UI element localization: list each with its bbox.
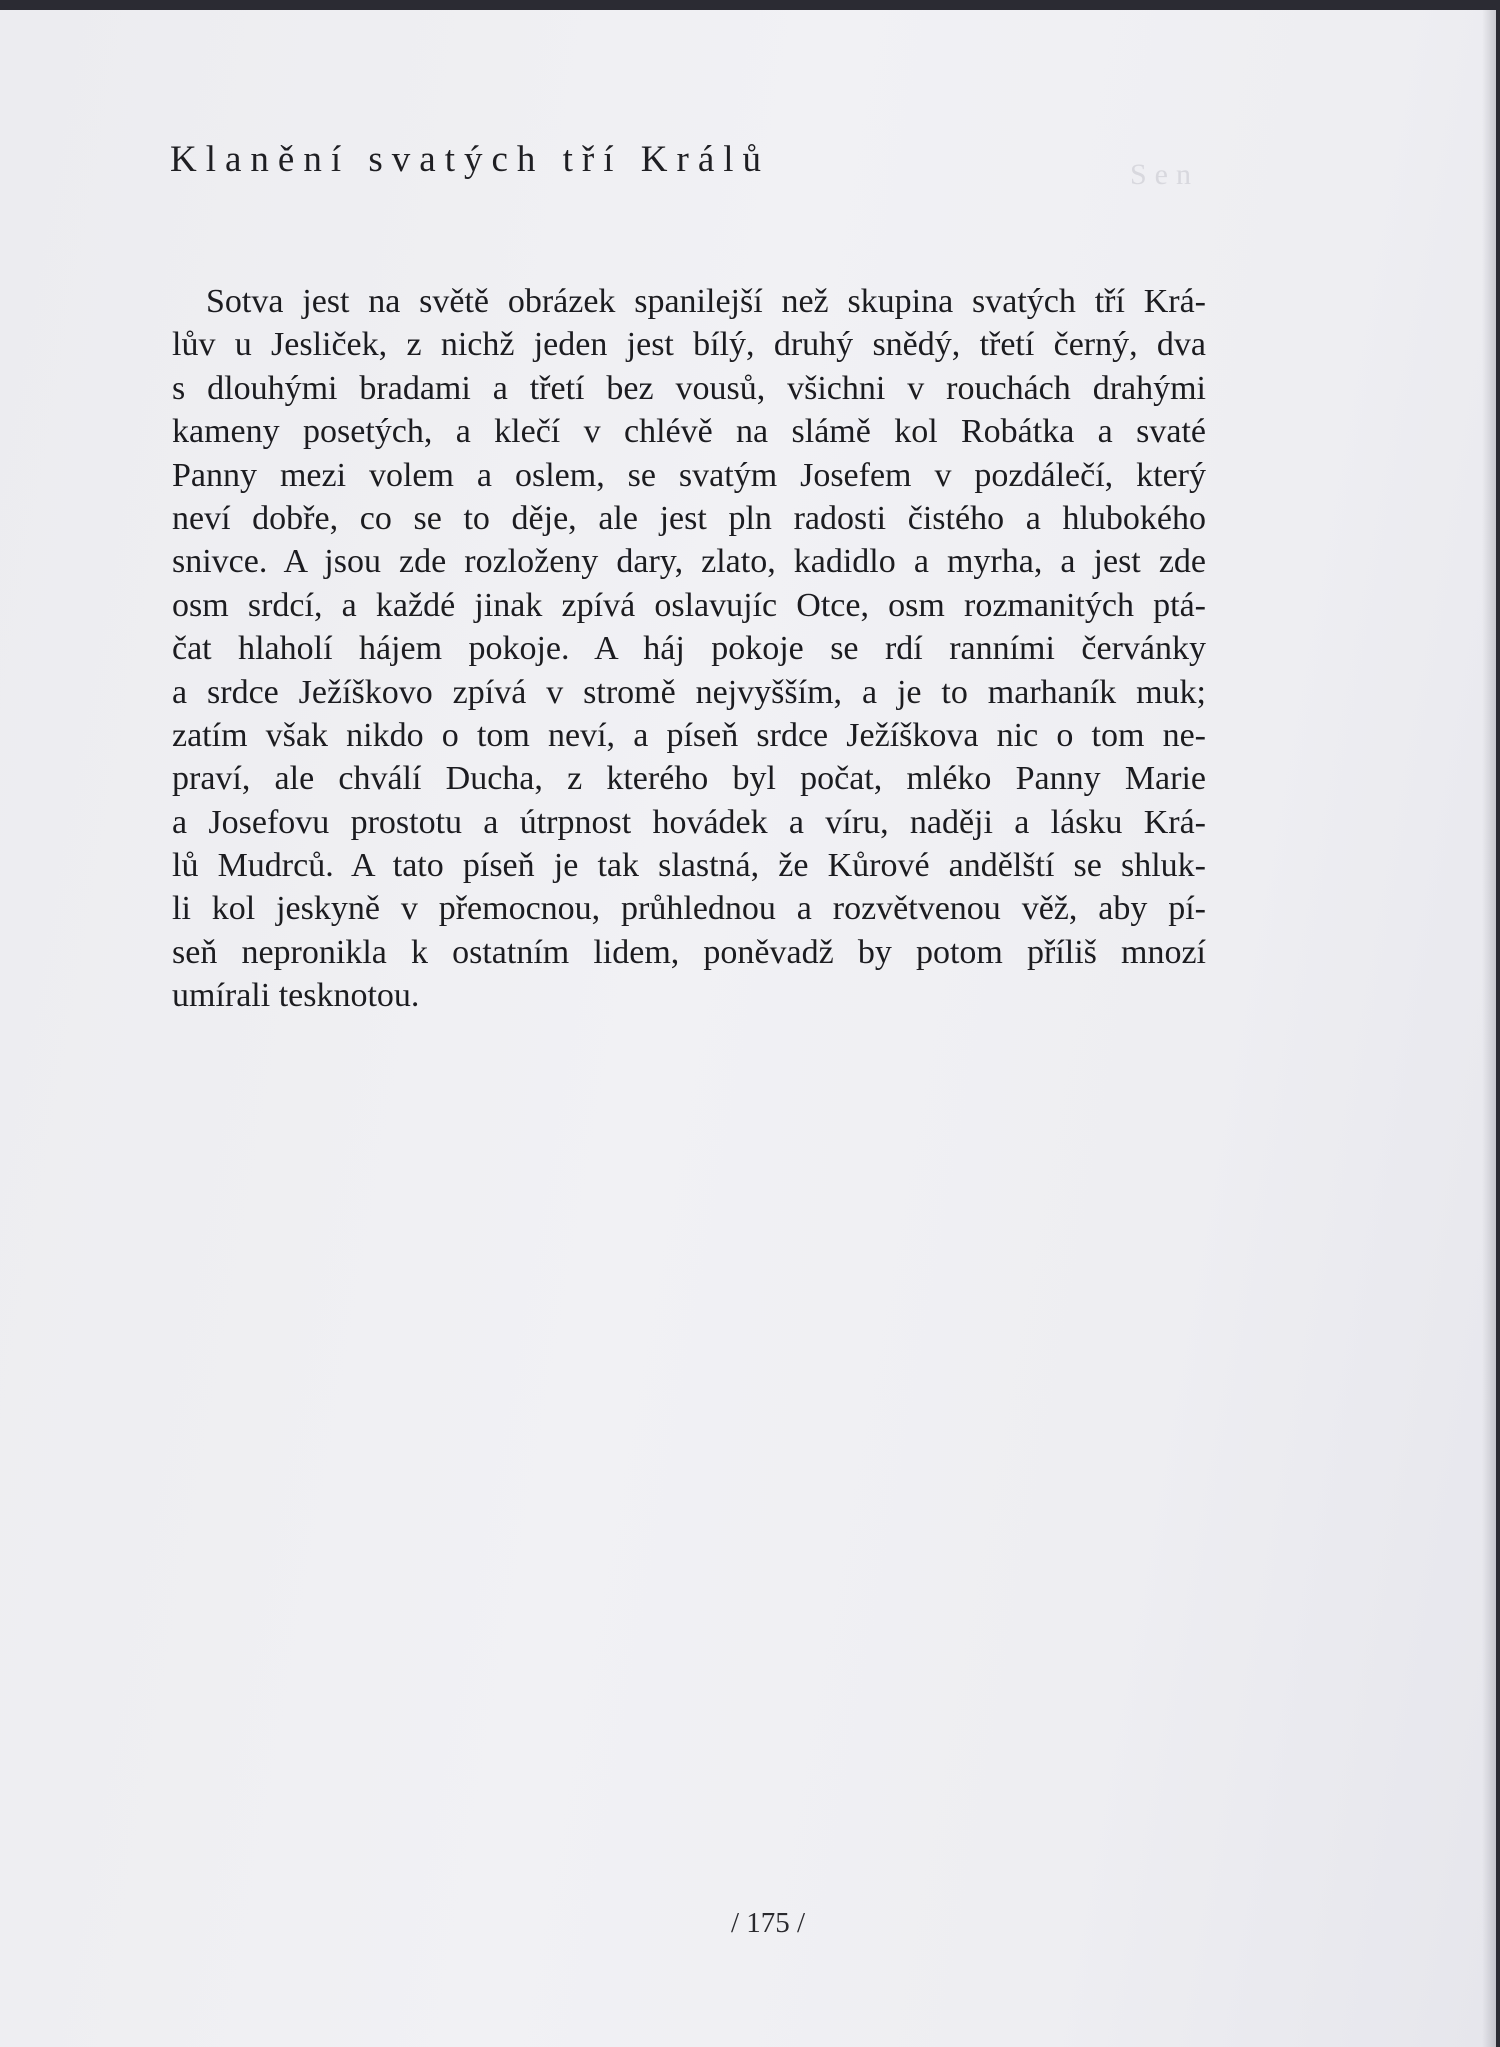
body-paragraph: [172, 280, 1206, 1018]
text-line: Panny mezi volem a oslem, se svatým Josefem v pozdálečí, který: [172, 456, 1206, 494]
page-number: / 175 /: [730, 1907, 806, 1939]
text-line: osm srdcí, a každé jinak zpívá oslavujíc Otce, osm rozmanitých ptá-: [172, 586, 1206, 624]
text-line: snivce. A jsou zde rozloženy dary, zlato, kadidlo a myrha, a jest zde: [172, 543, 1206, 581]
text-line: s dlouhými bradami a třetí bez vousů, všichni v rouchách drahými: [172, 369, 1206, 407]
page-edge-shadow: [1482, 10, 1496, 2047]
text-line: kameny posetých, a klečí v chlévě na slámě kol Robátka a svaté: [172, 413, 1206, 451]
text-line: li kol jeskyně v přemocnou, průhlednou a rozvětvenou věž, aby pí-: [172, 890, 1206, 928]
book-page: [0, 10, 1496, 2047]
text-line: umírali tesknotou.: [172, 977, 420, 1015]
text-line: seň nepronikla k ostatním lidem, poněvadž by potom příliš mnozí: [172, 933, 1206, 971]
text-line: praví, ale chválí Ducha, z kterého byl počat, mléko Panny Marie: [172, 760, 1206, 798]
text-line: Sotva jest na světě obrázek spanilejší než skupina svatých tří Krá-: [206, 283, 1206, 320]
text-line: zatím však nikdo o tom neví, a píseň srdce Ježíškova nic o tom ne-: [172, 716, 1206, 754]
facing-page-header-bleed: Sen: [1130, 158, 1199, 191]
text-line: a srdce Ježíškovo zpívá v stromě nejvyšším, a je to marhaník muk;: [172, 673, 1206, 711]
text-line: lů Mudrců. A tato píseň je tak slastná, že Kůrové andělští se shluk-: [172, 847, 1206, 885]
text-line: neví dobře, co se to děje, ale jest pln radosti čistého a hlubokého: [172, 499, 1206, 537]
text-line: čat hlaholí hájem pokoje. A háj pokoje se rdí ranními červánky: [172, 630, 1206, 668]
text-line: a Josefovu prostotu a útrpnost hovádek a víru, naději a lásku Krá-: [172, 803, 1206, 841]
chapter-title: Klanění svatých tří Králů: [170, 139, 771, 180]
text-line: lův u Jesliček, z nichž jeden jest bílý, druhý snědý, třetí černý, dva: [172, 326, 1206, 364]
